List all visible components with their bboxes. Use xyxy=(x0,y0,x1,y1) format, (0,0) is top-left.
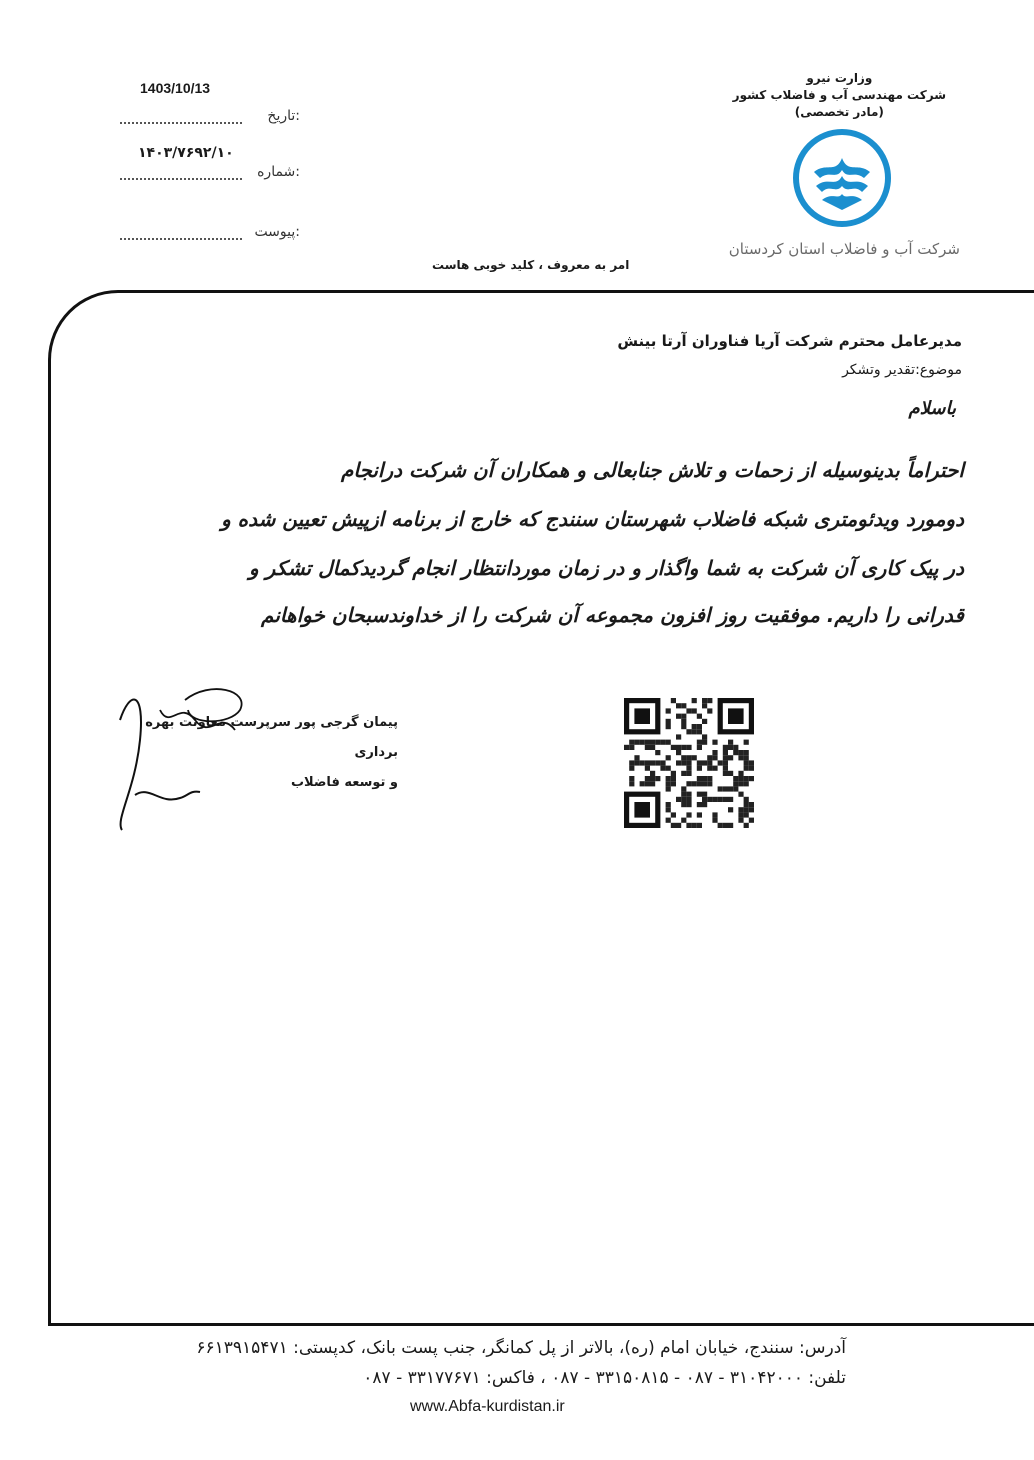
letter-number-value: ۱۴۰۳/۷۶۹۲/۱۰ xyxy=(138,145,234,161)
body-line: احتراماً بدینوسیله از زحمات و تلاش جنابعالی و همکاران آن شرکت درانجام xyxy=(340,458,964,482)
signatory-line: و توسعه فاضلاب xyxy=(290,775,398,790)
footer-address: آدرس: سنندج، خیابان امام (ره)، بالاتر از پل کمانگر، جنب پست بانک، کدپستی: ۶۶۱۳۹۱۵۴۷۱ xyxy=(196,1338,846,1358)
signature-scribble xyxy=(100,680,280,840)
body-line: قدرانی را داریم. موفقیت روز افزون مجموعه آن شرکت را از خداوندسبحان خواهانم xyxy=(261,603,964,627)
ministry-line: (مادر تخصصی) xyxy=(794,105,884,119)
company-name: شرکت آب و فاضلاب استان کردستان xyxy=(728,240,960,258)
number-field xyxy=(120,164,300,184)
recipient: مدیرعامل محترم شرکت آریا فناوران آرتا بینش xyxy=(617,332,962,350)
date-label: تاریخ: xyxy=(267,108,300,124)
motto: امر به معروف ، کلید خوبی هاست xyxy=(432,258,630,272)
number-label: شماره: xyxy=(257,164,300,180)
attachment-dotted-line xyxy=(120,238,242,240)
date-field xyxy=(120,108,300,128)
footer-phone: تلفن: ۳۱۰۴۲۰۰۰ - ۰۸۷ - ۳۳۱۵۰۸۱۵ - ۰۸۷ ، فاکس: ۳۳۱۷۷۶۷۱ - ۰۸۷ xyxy=(363,1368,846,1388)
signatory-line: پیمان گرجی پور سرپرست معاونت بهره برداری xyxy=(145,715,398,760)
ministry-line: شرکت مهندسی آب و فاضلاب کشور xyxy=(732,88,946,102)
attachment-label: پیوست: xyxy=(254,224,300,240)
number-dotted-line xyxy=(120,178,242,180)
body-line: در پیک کاری آن شرکت به شما واگذار و در زمان موردانتظار انجام گردیدکمال تشکر و xyxy=(249,556,964,580)
water-drop-logo-icon xyxy=(792,128,892,228)
date-dotted-line xyxy=(120,122,242,124)
letter-date-value: 1403/10/13 xyxy=(140,80,211,96)
ministry-line: وزارت نیرو xyxy=(806,71,873,85)
subject: موضوع:تقدیر وتشکر xyxy=(842,362,962,378)
footer-website[interactable]: www.Abfa-kurdistan.ir xyxy=(410,1398,565,1415)
attachment-field xyxy=(120,224,300,244)
ministry-header xyxy=(733,70,946,121)
qr-code xyxy=(624,698,754,828)
greeting: باسلام xyxy=(908,398,956,419)
body-line: دومورد ویدئومتری شبکه فاضلاب شهرستان سنندج که خارج از برنامه ازپیش تعیین شده و xyxy=(221,507,964,531)
